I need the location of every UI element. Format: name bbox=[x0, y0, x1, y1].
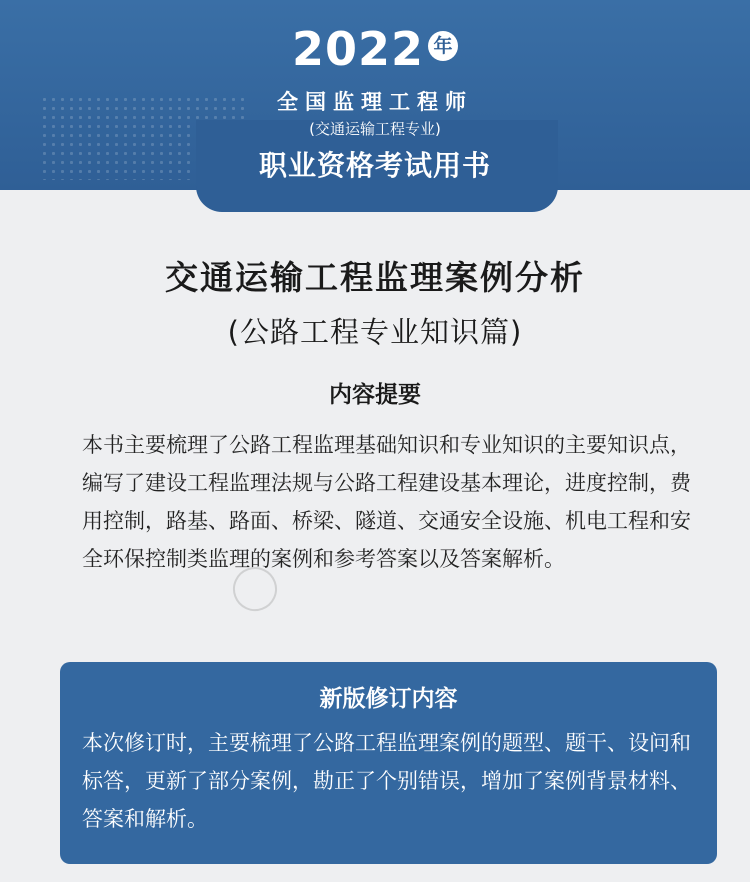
year-badge: 年 bbox=[428, 31, 458, 61]
summary-heading: 内容提要 bbox=[329, 382, 421, 408]
revision-text: 本次修订时，主要梳理了公路工程监理案例的题型、题干、设问和标答，更新了部分案例，勘正了个别错误，增加了案例背景材料、答案和解析。 bbox=[82, 731, 691, 831]
revision-heading: 新版修订内容 bbox=[319, 686, 458, 712]
year-row bbox=[0, 22, 750, 76]
summary-text: 本书主要梳理了公路工程监理基础知识和专业知识的主要知识点，编写了建设工程监理法规与公路工程建设基本理论，进度控制，费用控制，路基、路面、桥梁、隧道、交通安全设施、机电工程和安全环保控制类监理的案例和参考答案以及答案解析。 bbox=[82, 433, 691, 571]
book-title: 交通运输工程监理案例分析 bbox=[165, 258, 585, 297]
series-title: 职业资格考试用书 bbox=[258, 149, 491, 182]
revision-box bbox=[60, 662, 717, 864]
year-number: 2022 bbox=[291, 22, 425, 76]
exam-name: 全国监理工程师 bbox=[277, 90, 473, 114]
exam-specialty: (交通运输工程专业) bbox=[309, 120, 441, 138]
book-subtitle: (公路工程专业知识篇) bbox=[227, 315, 523, 349]
